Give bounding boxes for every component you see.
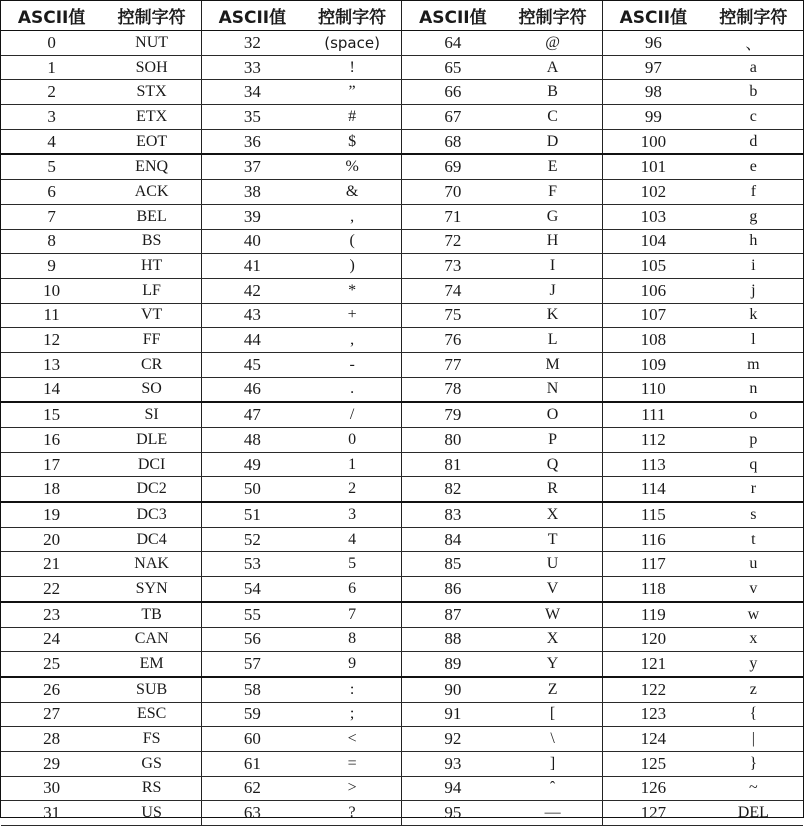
- control-char-cell: ?: [303, 801, 402, 826]
- control-char-cell: $: [303, 129, 402, 154]
- ascii-value-cell: 84: [402, 527, 503, 552]
- control-char-cell: GS: [102, 751, 201, 776]
- ascii-value-cell: 11: [1, 303, 102, 328]
- table-row: [1, 552, 803, 577]
- control-char-cell: k: [704, 303, 803, 328]
- ascii-value-cell: 98: [602, 80, 703, 105]
- ascii-value-cell: 90: [402, 677, 503, 702]
- control-char-cell: /: [303, 402, 402, 427]
- ascii-value-cell: 103: [602, 204, 703, 229]
- ascii-value-cell: 83: [402, 502, 503, 527]
- control-char-cell: .: [303, 377, 402, 402]
- table-row: [1, 402, 803, 427]
- control-char-cell: J: [503, 278, 602, 303]
- header-control-char: 控制字符: [102, 1, 201, 31]
- control-char-cell: HT: [102, 254, 201, 279]
- control-char-cell: 3: [303, 502, 402, 527]
- ascii-value-cell: 58: [201, 677, 302, 702]
- ascii-value-cell: 12: [1, 328, 102, 353]
- ascii-value-cell: 19: [1, 502, 102, 527]
- ascii-value-cell: 8: [1, 229, 102, 254]
- ascii-value-cell: 123: [602, 702, 703, 727]
- table-row: [1, 352, 803, 377]
- table-header-row: [1, 1, 803, 31]
- table-row: [1, 229, 803, 254]
- control-char-cell: LF: [102, 278, 201, 303]
- control-char-cell: Q: [503, 452, 602, 477]
- control-char-cell: x: [704, 627, 803, 652]
- ascii-value-cell: 78: [402, 377, 503, 402]
- control-char-cell: {: [704, 702, 803, 727]
- table-row: [1, 328, 803, 353]
- ascii-value-cell: 77: [402, 352, 503, 377]
- control-char-cell: E: [503, 154, 602, 179]
- control-char-cell: ~: [704, 776, 803, 801]
- control-char-cell: W: [503, 602, 602, 627]
- control-char-cell: CR: [102, 352, 201, 377]
- control-char-cell: ;: [303, 702, 402, 727]
- table-row: [1, 377, 803, 402]
- ascii-value-cell: 85: [402, 552, 503, 577]
- ascii-value-cell: 106: [602, 278, 703, 303]
- control-char-cell: STX: [102, 80, 201, 105]
- ascii-value-cell: 56: [201, 627, 302, 652]
- control-char-cell: g: [704, 204, 803, 229]
- ascii-value-cell: 37: [201, 154, 302, 179]
- control-char-cell: I: [503, 254, 602, 279]
- ascii-value-cell: 20: [1, 527, 102, 552]
- ascii-value-cell: 108: [602, 328, 703, 353]
- control-char-cell: +: [303, 303, 402, 328]
- table-row: [1, 602, 803, 627]
- ascii-value-cell: 101: [602, 154, 703, 179]
- ascii-value-cell: 28: [1, 727, 102, 752]
- control-char-cell: R: [503, 477, 602, 502]
- control-char-cell: ˆ: [503, 776, 602, 801]
- ascii-value-cell: 93: [402, 751, 503, 776]
- control-char-cell: C: [503, 105, 602, 130]
- ascii-value-cell: 67: [402, 105, 503, 130]
- control-char-cell: V: [503, 577, 602, 602]
- control-char-cell: ”: [303, 80, 402, 105]
- table-row: [1, 254, 803, 279]
- control-char-cell: 4: [303, 527, 402, 552]
- control-char-cell: O: [503, 402, 602, 427]
- ascii-value-cell: 13: [1, 352, 102, 377]
- control-char-cell: s: [704, 502, 803, 527]
- ascii-value-cell: 95: [402, 801, 503, 826]
- control-char-cell: f: [704, 180, 803, 205]
- control-char-cell: CAN: [102, 627, 201, 652]
- control-char-cell: a: [704, 55, 803, 80]
- ascii-value-cell: 23: [1, 602, 102, 627]
- table-row: [1, 776, 803, 801]
- control-char-cell: q: [704, 452, 803, 477]
- ascii-value-cell: 5: [1, 154, 102, 179]
- ascii-value-cell: 34: [201, 80, 302, 105]
- ascii-value-cell: 111: [602, 402, 703, 427]
- table-row: [1, 702, 803, 727]
- ascii-value-cell: 3: [1, 105, 102, 130]
- ascii-value-cell: 124: [602, 727, 703, 752]
- control-char-cell: N: [503, 377, 602, 402]
- ascii-value-cell: 91: [402, 702, 503, 727]
- ascii-value-cell: 15: [1, 402, 102, 427]
- control-char-cell: \: [503, 727, 602, 752]
- ascii-value-cell: 38: [201, 180, 302, 205]
- ascii-value-cell: 6: [1, 180, 102, 205]
- ascii-value-cell: 99: [602, 105, 703, 130]
- ascii-value-cell: 40: [201, 229, 302, 254]
- table-row: [1, 55, 803, 80]
- ascii-value-cell: 33: [201, 55, 302, 80]
- ascii-value-cell: 31: [1, 801, 102, 826]
- control-char-cell: (: [303, 229, 402, 254]
- ascii-value-cell: 1: [1, 55, 102, 80]
- control-char-cell: H: [503, 229, 602, 254]
- ascii-value-cell: 22: [1, 577, 102, 602]
- control-char-cell: FS: [102, 727, 201, 752]
- ascii-value-cell: 46: [201, 377, 302, 402]
- control-char-cell: VT: [102, 303, 201, 328]
- table-row: [1, 477, 803, 502]
- control-char-cell: —: [503, 801, 602, 826]
- ascii-value-cell: 48: [201, 428, 302, 453]
- ascii-value-cell: 26: [1, 677, 102, 702]
- control-char-cell: r: [704, 477, 803, 502]
- ascii-value-cell: 110: [602, 377, 703, 402]
- control-char-cell: b: [704, 80, 803, 105]
- ascii-value-cell: 18: [1, 477, 102, 502]
- control-char-cell: 9: [303, 652, 402, 677]
- control-char-cell: [: [503, 702, 602, 727]
- control-char-cell: DCI: [102, 452, 201, 477]
- control-char-cell: ENQ: [102, 154, 201, 179]
- ascii-value-cell: 41: [201, 254, 302, 279]
- control-char-cell: 5: [303, 552, 402, 577]
- control-char-cell: SOH: [102, 55, 201, 80]
- control-char-cell: *: [303, 278, 402, 303]
- ascii-value-cell: 113: [602, 452, 703, 477]
- ascii-value-cell: 107: [602, 303, 703, 328]
- ascii-value-cell: 29: [1, 751, 102, 776]
- ascii-value-cell: 0: [1, 31, 102, 56]
- control-char-cell: SI: [102, 402, 201, 427]
- control-char-cell: 1: [303, 452, 402, 477]
- ascii-value-cell: 7: [1, 204, 102, 229]
- control-char-cell: US: [102, 801, 201, 826]
- table-body: [1, 31, 803, 826]
- ascii-value-cell: 127: [602, 801, 703, 826]
- control-char-cell: }: [704, 751, 803, 776]
- table-row: [1, 751, 803, 776]
- ascii-value-cell: 125: [602, 751, 703, 776]
- ascii-value-cell: 49: [201, 452, 302, 477]
- ascii-value-cell: 39: [201, 204, 302, 229]
- ascii-value-cell: 50: [201, 477, 302, 502]
- header-control-char: 控制字符: [303, 1, 402, 31]
- control-char-cell: BS: [102, 229, 201, 254]
- ascii-value-cell: 115: [602, 502, 703, 527]
- control-char-cell: ACK: [102, 180, 201, 205]
- header-ascii-value: ASCII值: [201, 1, 302, 31]
- control-char-cell: P: [503, 428, 602, 453]
- control-char-cell: l: [704, 328, 803, 353]
- ascii-value-cell: 121: [602, 652, 703, 677]
- control-char-cell: (space): [303, 31, 402, 56]
- ascii-value-cell: 45: [201, 352, 302, 377]
- control-char-cell: X: [503, 627, 602, 652]
- control-char-cell: 6: [303, 577, 402, 602]
- ascii-value-cell: 118: [602, 577, 703, 602]
- ascii-value-cell: 27: [1, 702, 102, 727]
- control-char-cell: Z: [503, 677, 602, 702]
- ascii-value-cell: 89: [402, 652, 503, 677]
- ascii-value-cell: 62: [201, 776, 302, 801]
- ascii-value-cell: 25: [1, 652, 102, 677]
- header-control-char: 控制字符: [503, 1, 602, 31]
- ascii-value-cell: 30: [1, 776, 102, 801]
- ascii-value-cell: 71: [402, 204, 503, 229]
- table-row: [1, 303, 803, 328]
- control-char-cell: Y: [503, 652, 602, 677]
- control-char-cell: ,: [303, 204, 402, 229]
- control-char-cell: X: [503, 502, 602, 527]
- ascii-value-cell: 65: [402, 55, 503, 80]
- control-char-cell: ETX: [102, 105, 201, 130]
- control-char-cell: &: [303, 180, 402, 205]
- control-char-cell: L: [503, 328, 602, 353]
- ascii-value-cell: 119: [602, 602, 703, 627]
- control-char-cell: B: [503, 80, 602, 105]
- ascii-value-cell: 102: [602, 180, 703, 205]
- control-char-cell: G: [503, 204, 602, 229]
- ascii-value-cell: 57: [201, 652, 302, 677]
- header-control-char: 控制字符: [704, 1, 803, 31]
- control-char-cell: z: [704, 677, 803, 702]
- control-char-cell: #: [303, 105, 402, 130]
- ascii-value-cell: 59: [201, 702, 302, 727]
- control-char-cell: SYN: [102, 577, 201, 602]
- ascii-value-cell: 97: [602, 55, 703, 80]
- control-char-cell: FF: [102, 328, 201, 353]
- header-ascii-value: ASCII值: [1, 1, 102, 31]
- table-row: [1, 154, 803, 179]
- ascii-value-cell: 114: [602, 477, 703, 502]
- ascii-value-cell: 75: [402, 303, 503, 328]
- ascii-value-cell: 82: [402, 477, 503, 502]
- ascii-value-cell: 73: [402, 254, 503, 279]
- ascii-value-cell: 86: [402, 577, 503, 602]
- control-char-cell: v: [704, 577, 803, 602]
- ascii-value-cell: 109: [602, 352, 703, 377]
- table-row: [1, 627, 803, 652]
- table-row: [1, 105, 803, 130]
- ascii-value-cell: 64: [402, 31, 503, 56]
- control-char-cell: y: [704, 652, 803, 677]
- table-row: [1, 204, 803, 229]
- table-row: [1, 502, 803, 527]
- control-char-cell: U: [503, 552, 602, 577]
- table-row: [1, 80, 803, 105]
- ascii-value-cell: 72: [402, 229, 503, 254]
- control-char-cell: NUT: [102, 31, 201, 56]
- ascii-value-cell: 53: [201, 552, 302, 577]
- control-char-cell: F: [503, 180, 602, 205]
- control-char-cell: d: [704, 129, 803, 154]
- control-char-cell: T: [503, 527, 602, 552]
- ascii-value-cell: 68: [402, 129, 503, 154]
- ascii-value-cell: 16: [1, 428, 102, 453]
- ascii-value-cell: 60: [201, 727, 302, 752]
- control-char-cell: %: [303, 154, 402, 179]
- header-ascii-value: ASCII值: [602, 1, 703, 31]
- control-char-cell: 2: [303, 477, 402, 502]
- control-char-cell: DC4: [102, 527, 201, 552]
- ascii-value-cell: 44: [201, 328, 302, 353]
- ascii-value-cell: 52: [201, 527, 302, 552]
- ascii-value-cell: 14: [1, 377, 102, 402]
- ascii-value-cell: 17: [1, 452, 102, 477]
- control-char-cell: c: [704, 105, 803, 130]
- table-row: [1, 278, 803, 303]
- ascii-value-cell: 126: [602, 776, 703, 801]
- control-char-cell: h: [704, 229, 803, 254]
- ascii-value-cell: 32: [201, 31, 302, 56]
- control-char-cell: DLE: [102, 428, 201, 453]
- ascii-value-cell: 70: [402, 180, 503, 205]
- ascii-value-cell: 36: [201, 129, 302, 154]
- ascii-value-cell: 43: [201, 303, 302, 328]
- ascii-value-cell: 47: [201, 402, 302, 427]
- ascii-value-cell: 21: [1, 552, 102, 577]
- ascii-value-cell: 96: [602, 31, 703, 56]
- control-char-cell: ): [303, 254, 402, 279]
- ascii-value-cell: 87: [402, 602, 503, 627]
- ascii-value-cell: 104: [602, 229, 703, 254]
- ascii-value-cell: 42: [201, 278, 302, 303]
- control-char-cell: o: [704, 402, 803, 427]
- ascii-value-cell: 4: [1, 129, 102, 154]
- ascii-value-cell: 88: [402, 627, 503, 652]
- control-char-cell: !: [303, 55, 402, 80]
- ascii-value-cell: 81: [402, 452, 503, 477]
- ascii-value-cell: 61: [201, 751, 302, 776]
- ascii-value-cell: 92: [402, 727, 503, 752]
- table-row: [1, 652, 803, 677]
- control-char-cell: 0: [303, 428, 402, 453]
- control-char-cell: K: [503, 303, 602, 328]
- ascii-value-cell: 2: [1, 80, 102, 105]
- ascii-value-cell: 105: [602, 254, 703, 279]
- control-char-cell: ,: [303, 328, 402, 353]
- control-char-cell: EM: [102, 652, 201, 677]
- ascii-value-cell: 112: [602, 428, 703, 453]
- control-char-cell: =: [303, 751, 402, 776]
- ascii-value-cell: 79: [402, 402, 503, 427]
- table-row: [1, 727, 803, 752]
- table-row: [1, 428, 803, 453]
- table-row: [1, 31, 803, 56]
- control-char-cell: p: [704, 428, 803, 453]
- ascii-value-cell: 100: [602, 129, 703, 154]
- control-char-cell: e: [704, 154, 803, 179]
- control-char-cell: j: [704, 278, 803, 303]
- ascii-value-cell: 74: [402, 278, 503, 303]
- table-row: [1, 577, 803, 602]
- control-char-cell: DC2: [102, 477, 201, 502]
- control-char-cell: RS: [102, 776, 201, 801]
- ascii-value-cell: 122: [602, 677, 703, 702]
- ascii-value-cell: 120: [602, 627, 703, 652]
- ascii-value-cell: 94: [402, 776, 503, 801]
- control-char-cell: w: [704, 602, 803, 627]
- control-char-cell: |: [704, 727, 803, 752]
- control-char-cell: TB: [102, 602, 201, 627]
- control-char-cell: SUB: [102, 677, 201, 702]
- control-char-cell: m: [704, 352, 803, 377]
- table-row: [1, 677, 803, 702]
- control-char-cell: 、: [704, 31, 803, 56]
- control-char-cell: -: [303, 352, 402, 377]
- ascii-value-cell: 35: [201, 105, 302, 130]
- table-row: [1, 180, 803, 205]
- control-char-cell: i: [704, 254, 803, 279]
- ascii-value-cell: 117: [602, 552, 703, 577]
- control-char-cell: >: [303, 776, 402, 801]
- ascii-value-cell: 116: [602, 527, 703, 552]
- table-row: [1, 801, 803, 826]
- control-char-cell: D: [503, 129, 602, 154]
- control-char-cell: EOT: [102, 129, 201, 154]
- control-char-cell: BEL: [102, 204, 201, 229]
- ascii-value-cell: 9: [1, 254, 102, 279]
- control-char-cell: DC3: [102, 502, 201, 527]
- control-char-cell: M: [503, 352, 602, 377]
- ascii-value-cell: 51: [201, 502, 302, 527]
- ascii-value-cell: 55: [201, 602, 302, 627]
- control-char-cell: @: [503, 31, 602, 56]
- ascii-value-cell: 69: [402, 154, 503, 179]
- control-char-cell: DEL: [704, 801, 803, 826]
- ascii-value-cell: 24: [1, 627, 102, 652]
- table-row: [1, 527, 803, 552]
- table-row: [1, 129, 803, 154]
- ascii-value-cell: 54: [201, 577, 302, 602]
- ascii-value-cell: 10: [1, 278, 102, 303]
- ascii-value-cell: 63: [201, 801, 302, 826]
- table-row: [1, 452, 803, 477]
- control-char-cell: u: [704, 552, 803, 577]
- ascii-value-cell: 66: [402, 80, 503, 105]
- control-char-cell: ]: [503, 751, 602, 776]
- control-char-cell: n: [704, 377, 803, 402]
- header-ascii-value: ASCII值: [402, 1, 503, 31]
- control-char-cell: SO: [102, 377, 201, 402]
- ascii-table: [1, 1, 803, 826]
- control-char-cell: 8: [303, 627, 402, 652]
- ascii-value-cell: 76: [402, 328, 503, 353]
- control-char-cell: <: [303, 727, 402, 752]
- control-char-cell: A: [503, 55, 602, 80]
- control-char-cell: :: [303, 677, 402, 702]
- control-char-cell: NAK: [102, 552, 201, 577]
- control-char-cell: 7: [303, 602, 402, 627]
- control-char-cell: ESC: [102, 702, 201, 727]
- control-char-cell: t: [704, 527, 803, 552]
- ascii-value-cell: 80: [402, 428, 503, 453]
